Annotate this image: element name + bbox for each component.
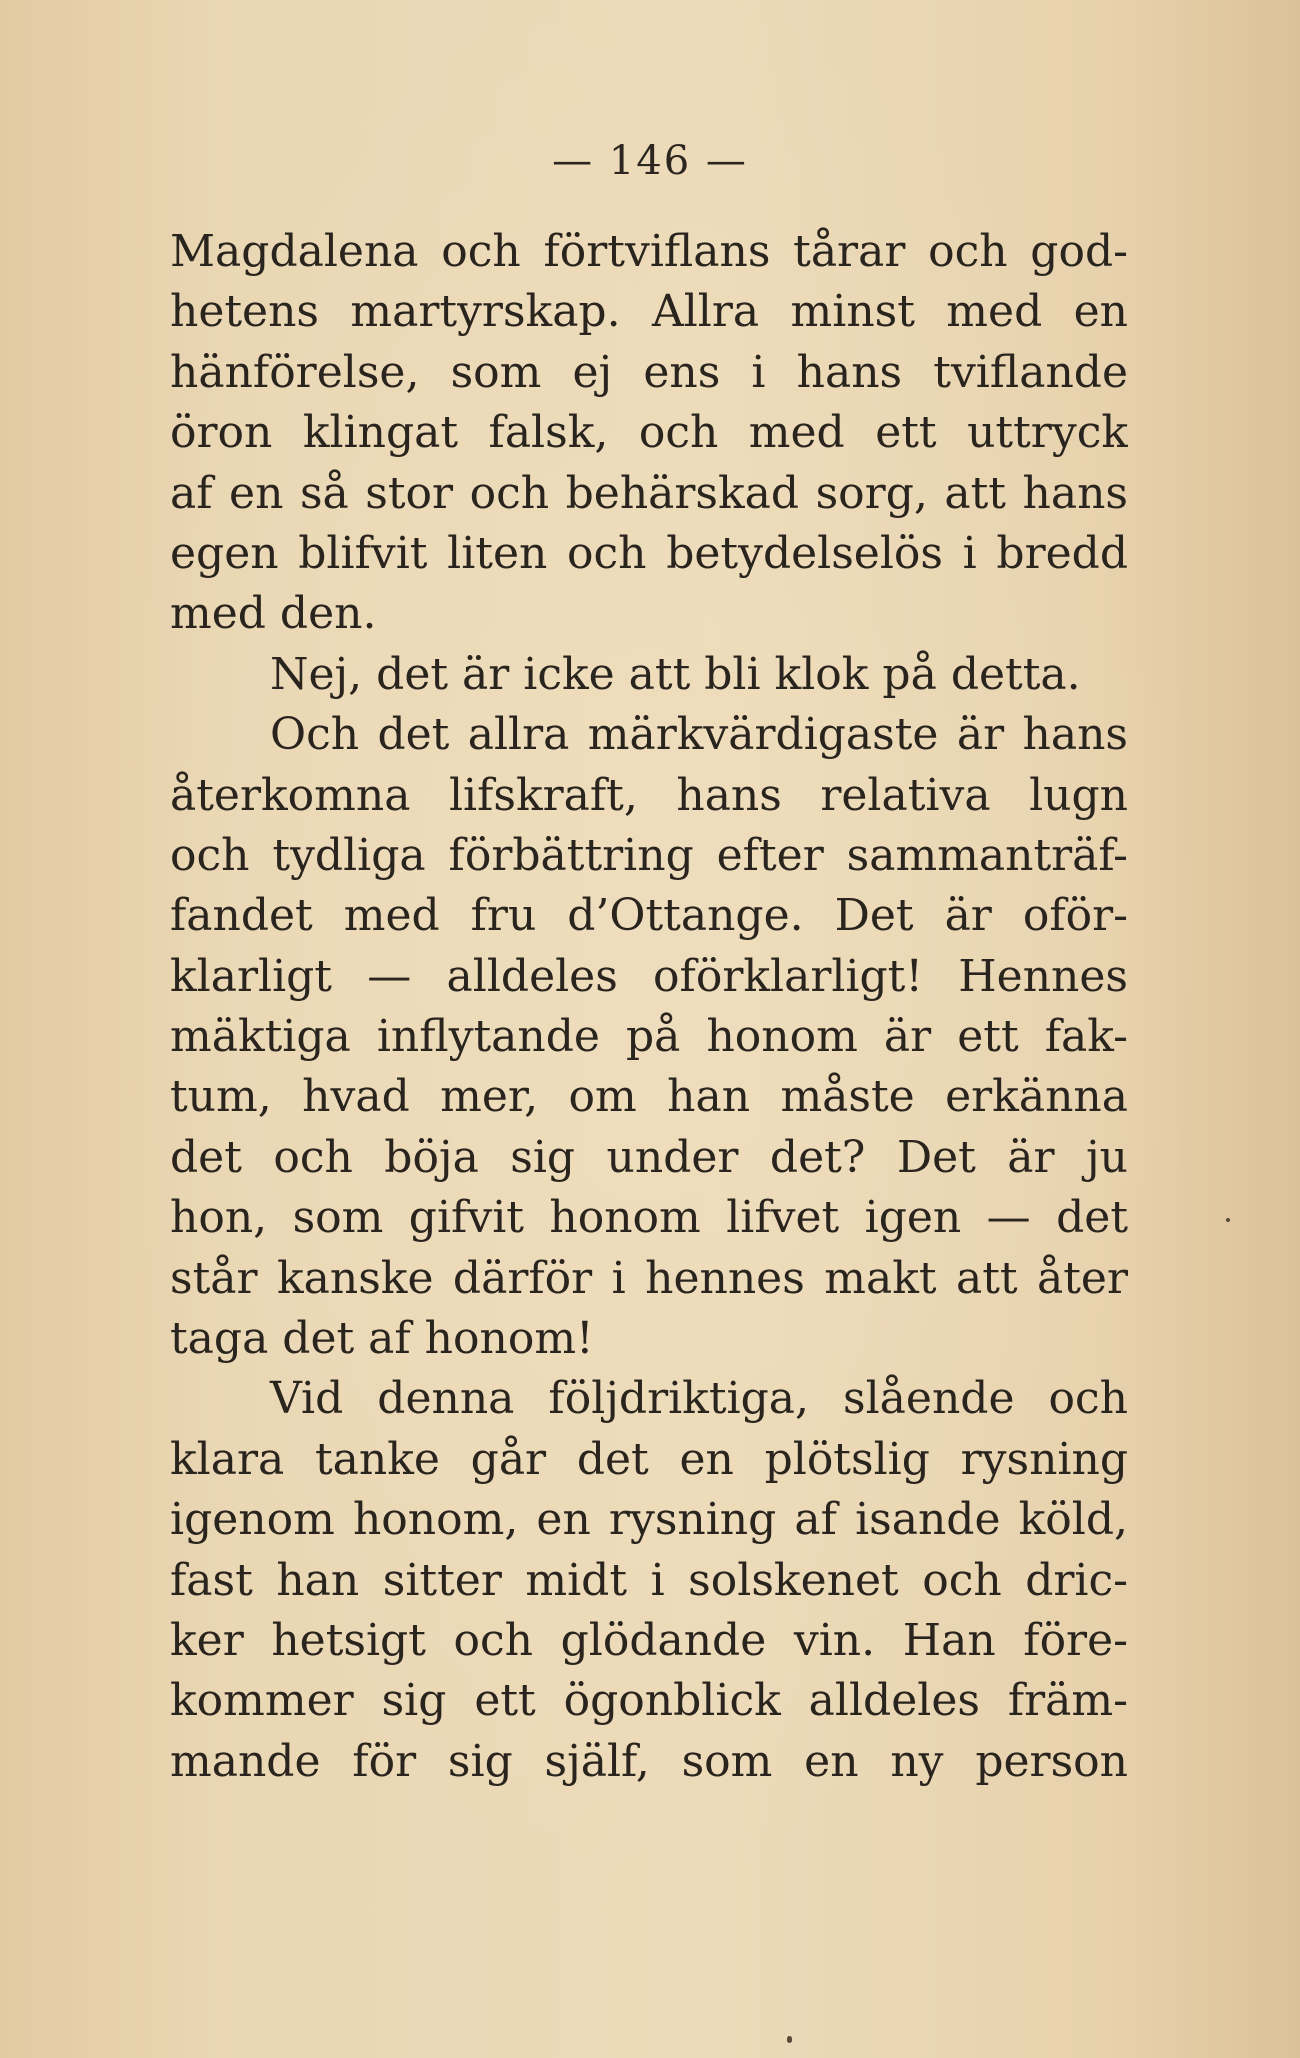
paragraph-first-line: Vid denna följdriktiga, slående och (270, 1373, 1128, 1425)
text-line: hänförelse, som ej ens i hans tviflande (170, 346, 1128, 398)
text-line: kommer sig ett ögonblick alldeles främ- (170, 1675, 1128, 1727)
text-line: och tydliga förbättring efter sammanträf- (170, 829, 1128, 881)
text-line: fandet med fru d’Ottange. Det är oför- (170, 890, 1128, 942)
text-line: fast han sitter midt i solskenet och dric- (170, 1554, 1128, 1606)
text-line: klarligt — alldeles oförklarligt! Hennes (170, 950, 1128, 1002)
text-line: taga det af honom! (170, 1313, 594, 1365)
text-line: med den. (170, 588, 377, 640)
text-line: återkomna lifskraft, hans relativa lugn (170, 769, 1128, 821)
text-line: mäktiga inflytande på honom är ett fak- (170, 1011, 1128, 1063)
text-line: tum, hvad mer, om han måste erkänna (170, 1071, 1128, 1123)
text-line: klara tanke går det en plötslig rysning (170, 1433, 1128, 1485)
page-number: — 146 — (552, 138, 748, 184)
text-line: står kanske därför i hennes makt att åter (170, 1252, 1128, 1304)
text-line: mande för sig själf, som en ny person (170, 1735, 1128, 1787)
paper-speck (787, 2036, 792, 2043)
body-text (170, 222, 1128, 1792)
text-line: Magdalena och förtviflans tårar och god- (170, 226, 1128, 277)
text-line: det och böja sig under det? Det är ju (170, 1131, 1128, 1183)
text-line: egen blifvit liten och betydelselös i bredd (170, 527, 1128, 579)
text-line: hetens martyrskap. Allra minst med en (170, 286, 1128, 338)
paragraph-first-line: Nej, det är icke att bli klok på detta. (270, 648, 1081, 700)
text-line: hon, som gifvit honom lifvet igen — det (170, 1192, 1128, 1244)
text-line: ker hetsigt och glödande vin. Han före- (170, 1614, 1128, 1666)
text-line: af en så stor och behärskad sorg, att hans (170, 467, 1128, 519)
text-line: öron klingat falsk, och med ett uttryck (170, 407, 1128, 459)
paper-speck (1226, 1218, 1230, 1222)
text-line: igenom honom, en rysning af isande köld, (170, 1494, 1128, 1546)
paragraph-first-line: Och det allra märkvärdigaste är hans (270, 709, 1128, 761)
